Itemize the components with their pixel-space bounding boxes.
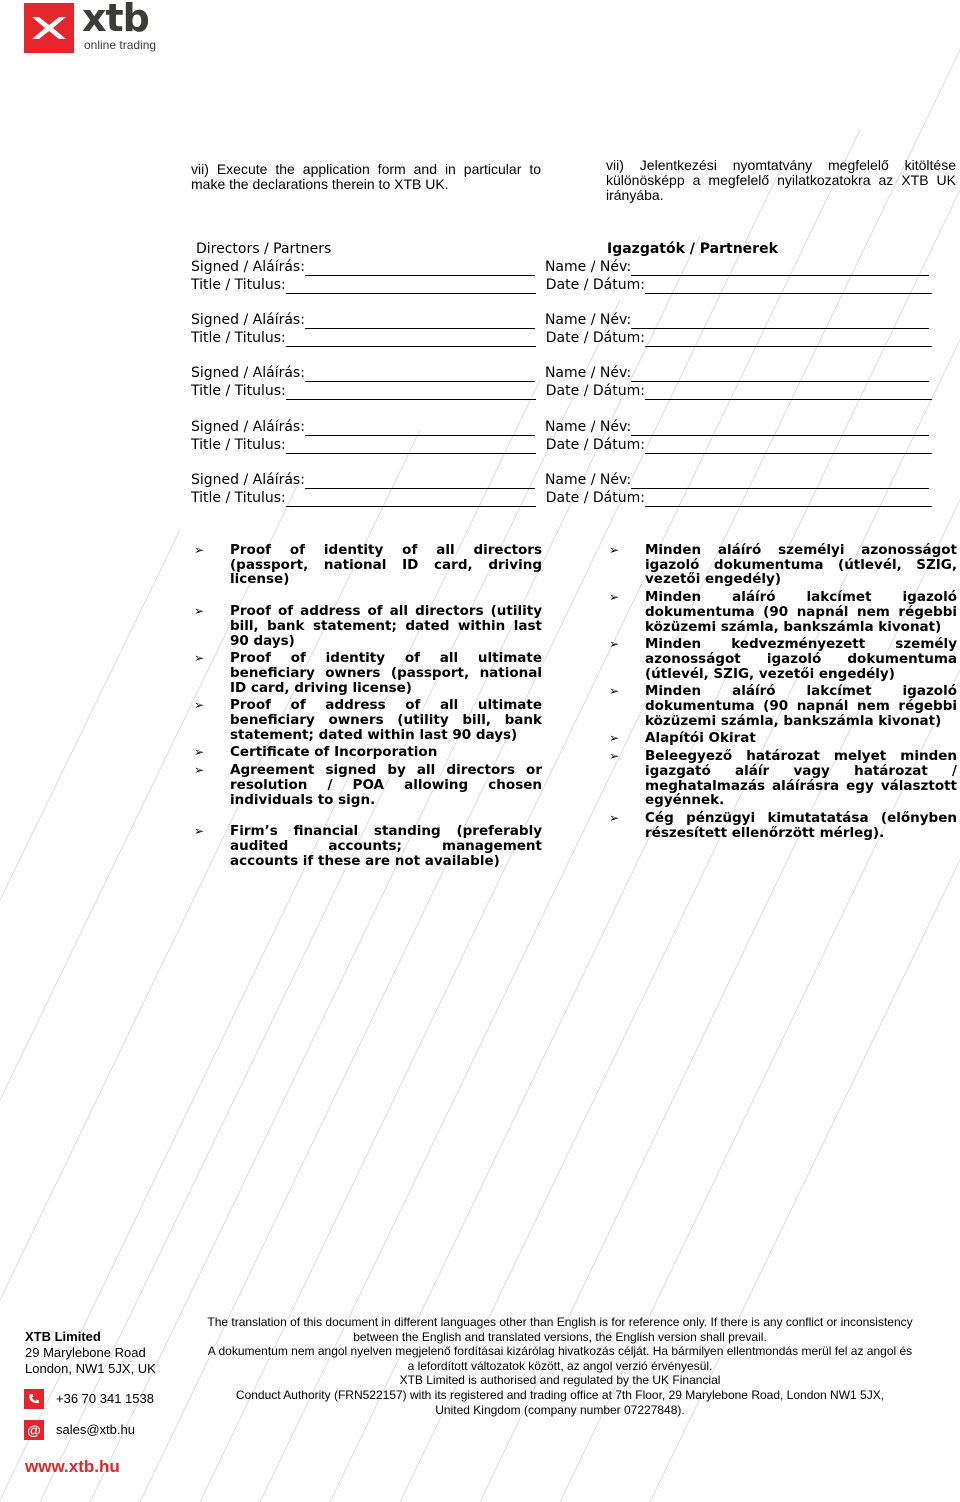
title-label: Title / Titulus: (191, 277, 286, 293)
title-label: Title / Titulus: (191, 437, 286, 453)
title-row (191, 382, 951, 400)
signed-line[interactable] (305, 261, 535, 276)
name-label: Name / Név: (544, 259, 632, 275)
list-item: ➢ Proof of identity of all directors (passport, national ID card, driving license) (194, 542, 542, 588)
requirements-list-english (192, 543, 542, 868)
email-link[interactable]: sales@xtb.hu (56, 1422, 135, 1437)
date-label: Date / Dátum: (545, 437, 645, 453)
title-row (191, 329, 951, 347)
signed-label: Signed / Aláírás: (191, 259, 305, 275)
arrow-bullet-icon: ➢ (194, 651, 205, 666)
signed-row (191, 471, 951, 489)
date-line[interactable] (645, 332, 932, 347)
list-item: ➢ Minden aláíró lakcímet igazoló dokumentuma (90 napnál nem régebbi közüzemi számla, bankszámla kivonat) (609, 589, 957, 635)
arrow-bullet-icon: ➢ (609, 637, 620, 652)
list-item: ➢ Cég pénzügyi kimutatatása (előnyben részesített ellenőrzött mérleg). (609, 809, 957, 841)
name-line[interactable] (631, 314, 929, 329)
signature-group-4 (191, 418, 951, 454)
arrow-bullet-icon: ➢ (609, 810, 620, 825)
list-item: ➢ Minden aláíró személyi azonosságot igazoló dokumentuma (útlevél, SZIG, vezetői engedély) (609, 542, 957, 588)
arrow-bullet-icon: ➢ (609, 684, 620, 699)
x-logo-icon (24, 3, 74, 53)
title-row (191, 276, 951, 294)
list-item: ➢ Certificate of Incorporation (194, 744, 438, 761)
signature-group-2 (191, 311, 951, 347)
arrow-bullet-icon: ➢ (609, 731, 620, 746)
logo-tagline: online trading (84, 38, 157, 52)
date-label: Date / Dátum: (545, 383, 645, 399)
signed-label: Signed / Aláírás: (191, 419, 305, 435)
list-item: ➢ Proof of address of all ultimate beneficiary owners (utility bill, bank statement; dated within last 90 days) (194, 697, 542, 743)
arrow-bullet-icon: ➢ (194, 824, 205, 839)
signed-row (191, 418, 951, 436)
arrow-bullet-icon: ➢ (609, 590, 620, 605)
title-row (191, 436, 951, 454)
title-label: Title / Titulus: (191, 330, 286, 346)
list-item: ➢ Alapítói Okirat (609, 730, 756, 747)
signatures-header-hungarian: Igazgatók / Partnerek (607, 241, 778, 257)
phone-icon (24, 1389, 44, 1409)
signed-line[interactable] (305, 421, 535, 436)
name-line[interactable] (631, 367, 929, 382)
address-line-2: London, NW1 5JX, UK (25, 1361, 156, 1376)
signed-line[interactable] (305, 474, 535, 489)
list-item: ➢ Firm’s financial standing (preferably audited accounts; management accounts if these are not available) (194, 823, 542, 869)
signature-group-3 (191, 364, 951, 400)
phone-number[interactable]: +36 70 341 1538 (56, 1391, 154, 1406)
date-line[interactable] (645, 439, 932, 454)
title-line[interactable] (286, 439, 536, 454)
arrow-bullet-icon: ➢ (194, 745, 205, 760)
notice-line: United Kingdom (company number 07227848). (435, 1402, 685, 1417)
signed-label: Signed / Aláírás: (191, 312, 305, 328)
name-label: Name / Név: (544, 419, 632, 435)
title-line[interactable] (286, 332, 536, 347)
arrow-bullet-icon: ➢ (194, 698, 205, 713)
title-label: Title / Titulus: (191, 490, 286, 506)
list-item: ➢ Agreement signed by all directors or resolution / POA allowing chosen individuals to sign. (194, 762, 542, 808)
logo-wordmark: xtb (82, 0, 149, 40)
list-item: ➢ Minden kedvezményezett személy azonosságot igazoló dokumentuma (útlevél, SZIG, vezetői engedély) (609, 636, 957, 682)
name-label: Name / Név: (544, 472, 632, 488)
notice-line: XTB Limited is authorised and regulated by the UK Financial (399, 1373, 721, 1388)
notice-line: Conduct Authority (FRN522157) with its registered and trading office at 7th Floor, 29 Marylebone Road, London NW1 5JX, (235, 1387, 885, 1402)
date-label: Date / Dátum: (545, 490, 645, 506)
footer-legal-notice (190, 1315, 930, 1417)
arrow-bullet-icon: ➢ (194, 604, 205, 619)
title-row (191, 489, 951, 507)
list-item: ➢ Proof of address of all directors (utility bill, bank statement; dated within last 90 days) (194, 603, 542, 649)
list-item: ➢ Beleegyező határozat melyet minden igazgató aláír vagy határozat / meghatalmazás aláírásra egy választott egyénnek. (609, 748, 957, 809)
signature-group-5 (191, 471, 951, 507)
title-line[interactable] (286, 279, 536, 294)
arrow-bullet-icon: ➢ (609, 749, 620, 764)
arrow-bullet-icon: ➢ (194, 543, 205, 557)
arrow-bullet-icon: ➢ (609, 543, 620, 557)
requirements-list-hungarian (607, 543, 957, 840)
date-line[interactable] (645, 385, 932, 400)
signed-label: Signed / Aláírás: (191, 472, 305, 488)
notice-line: a lefordított változatok között, az angol verzió érvényesül. (407, 1358, 713, 1373)
intro-hungarian: vii) Jelentkezési nyomtatvány megfelelő kitöltése különösképp a megfelelő nyilatkozatokra az XTB UK irányába. (606, 157, 956, 203)
notice-line: A dokumentum nem angol nyelven megjelenő fordításai kizárólag hivatkozás célját. Ha bármilyen ellentmondás merül fel az angol és (207, 1344, 913, 1359)
website-link[interactable]: www.xtb.hu (25, 1457, 120, 1476)
name-line[interactable] (631, 421, 929, 436)
name-label: Name / Név: (544, 312, 632, 328)
name-label: Name / Név: (544, 365, 632, 381)
date-label: Date / Dátum: (545, 330, 645, 346)
signed-row (191, 258, 951, 276)
list-item: ➢ Minden aláíró lakcímet igazoló dokumentuma (90 napnál nem régebbi közüzemi számla, bankszámla kivonat) (609, 683, 957, 729)
notice-line: The translation of this document in different languages other than English is for reference only. If there is any conflict or inconsistency (207, 1315, 913, 1329)
company-name: XTB Limited (25, 1329, 101, 1344)
name-line[interactable] (631, 261, 929, 276)
signed-row (191, 364, 951, 382)
title-line[interactable] (286, 385, 536, 400)
date-line[interactable] (645, 492, 932, 507)
title-label: Title / Titulus: (191, 383, 286, 399)
date-label: Date / Dátum: (545, 277, 645, 293)
notice-line: between the English and translated versions, the English version shall prevail. (353, 1329, 767, 1344)
list-item: ➢ Proof of identity of all ultimate beneficiary owners (passport, national ID card, driving license) (194, 650, 542, 696)
arrow-bullet-icon: ➢ (194, 763, 205, 778)
signed-line[interactable] (305, 314, 535, 329)
name-line[interactable] (631, 474, 929, 489)
signed-row (191, 311, 951, 329)
date-line[interactable] (645, 279, 932, 294)
signature-group-1 (191, 258, 951, 294)
signed-line[interactable] (305, 367, 535, 382)
signed-label: Signed / Aláírás: (191, 365, 305, 381)
signatures-header-english: Directors / Partners (196, 241, 332, 257)
address-line-1: 29 Marylebone Road (25, 1345, 146, 1360)
footer-company-block (25, 1329, 156, 1377)
xtb-logo-mark (24, 3, 74, 53)
at-sign-icon: @ (24, 1420, 44, 1440)
title-line[interactable] (286, 492, 536, 507)
intro-english: vii) Execute the application form and in particular to make the declarations therein to XTB UK. (191, 161, 541, 192)
